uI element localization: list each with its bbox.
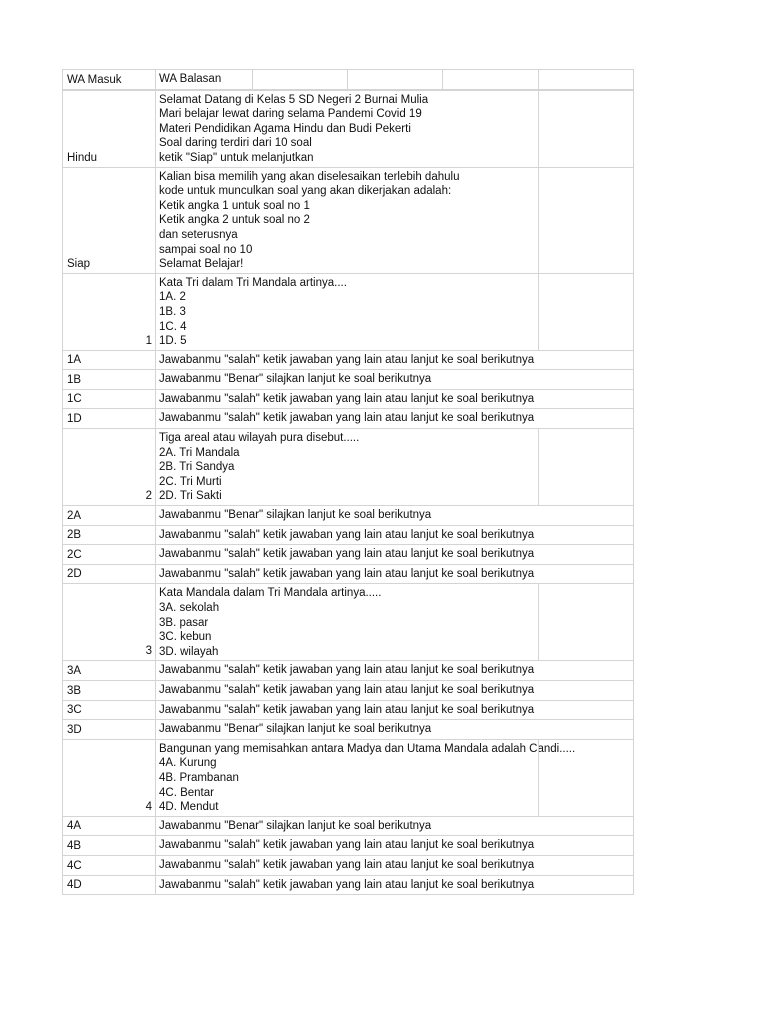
cell-wa-masuk[interactable] — [62, 720, 156, 739]
table-row — [62, 817, 634, 837]
cell-wa-masuk[interactable] — [62, 817, 156, 836]
wa-masuk-value: 3D — [67, 723, 82, 736]
wa-balasan-text: Jawabanmu "Benar" silajkan lanjut ke soal berikutnya — [159, 819, 432, 832]
wa-masuk-value: 2B — [67, 529, 82, 542]
wa-masuk-value: 3A — [67, 664, 82, 677]
wa-balasan-text: Selamat Datang di Kelas 5 SD Negeri 2 Burnai Mulia Mari belajar lewat daring selama Pandemi Covid 19 Materi Pendidikan Agama Hindu dan Budi Pekerti Soal daring terdiri dari 10 soal ketik "Siap" untuk melanjutkan — [159, 93, 429, 164]
table-row — [62, 429, 634, 506]
wa-masuk-value: Hindu — [67, 151, 98, 164]
table-row — [62, 836, 634, 856]
cell-wa-masuk[interactable] — [62, 701, 156, 720]
column-gridline — [538, 274, 539, 350]
cell-wa-masuk[interactable] — [62, 351, 156, 370]
wa-masuk-value: 4B — [67, 839, 82, 852]
wa-balasan-text: Kata Mandala dalam Tri Mandala artinya..... 3A. sekolah 3B. pasar 3C. kebun 3D. wilayah — [159, 587, 382, 658]
wa-masuk-value: 4A — [67, 820, 82, 833]
wa-masuk-value: 4D — [67, 879, 82, 892]
cell-wa-balasan[interactable] — [156, 701, 634, 720]
cell-wa-masuk[interactable] — [62, 506, 156, 525]
cell-wa-masuk[interactable] — [62, 584, 156, 660]
cell-wa-balasan[interactable] — [156, 168, 634, 273]
table-row — [62, 90, 634, 168]
wa-masuk-value: 1C — [67, 393, 82, 406]
table-row — [62, 876, 634, 896]
table-row — [62, 506, 634, 526]
wa-balasan-text: Kalian bisa memilih yang akan diselesaikan terlebih dahulu kode untuk munculkan soal yang akan dikerjakan adalah: Ketik angka 1 untuk soal no 1 Ketik angka 2 untuk soal no 2 dan seterusnya sampai soal no 10 Selamat Belajar! — [159, 170, 460, 271]
cell-wa-masuk[interactable] — [62, 681, 156, 700]
table-row — [62, 409, 634, 429]
table-row — [62, 856, 634, 876]
wa-balasan-text: Tiga areal atau wilayah pura disebut..... 2A. Tri Mandala 2B. Tri Sandya 2C. Tri Murti 2D. Tri Sakti — [159, 432, 360, 503]
cell-wa-balasan[interactable] — [156, 545, 634, 564]
column-gridline — [347, 69, 348, 90]
question-number: 4 — [145, 800, 152, 813]
table-row — [62, 681, 634, 701]
table-row — [62, 351, 634, 371]
question-number: 2 — [145, 490, 152, 503]
wa-balasan-text: Jawabanmu "Benar" silajkan lanjut ke soal berikutnya — [159, 509, 432, 522]
cell-wa-masuk[interactable] — [62, 370, 156, 389]
cell-wa-masuk[interactable] — [62, 836, 156, 855]
wa-balasan-text: Jawabanmu "salah" ketik jawaban yang lain atau lanjut ke soal berikutnya — [159, 703, 535, 716]
header-label-wa-balasan: WA Balasan — [159, 73, 222, 85]
spreadsheet-table — [62, 69, 634, 895]
cell-wa-balasan[interactable] — [156, 506, 634, 525]
wa-balasan-text: Jawabanmu "salah" ketik jawaban yang lain atau lanjut ke soal berikutnya — [159, 878, 535, 891]
cell-wa-balasan[interactable] — [156, 740, 634, 816]
column-gridline — [252, 69, 253, 90]
cell-wa-balasan[interactable] — [156, 565, 634, 584]
wa-masuk-value: 3B — [67, 684, 82, 697]
cell-wa-masuk[interactable] — [62, 429, 156, 505]
table-row — [62, 390, 634, 410]
table-row — [62, 740, 634, 817]
cell-wa-balasan[interactable] — [156, 817, 634, 836]
wa-balasan-text: Jawabanmu "Benar" silajkan lanjut ke soal berikutnya — [159, 373, 432, 386]
wa-balasan-text: Jawabanmu "salah" ketik jawaban yang lain atau lanjut ke soal berikutnya — [159, 858, 535, 871]
wa-balasan-text: Bangunan yang memisahkan antara Madya dan Utama Mandala adalah Candi..... 4A. Kurung 4B. Prambanan 4C. Bentar 4D. Mendut — [159, 742, 576, 814]
cell-wa-balasan[interactable] — [156, 876, 634, 895]
column-gridline — [442, 69, 443, 90]
header-label-wa-masuk: WA Masuk — [67, 73, 122, 86]
column-gridline — [538, 91, 539, 167]
table-row — [62, 701, 634, 721]
cell-wa-balasan[interactable] — [156, 390, 634, 409]
cell-wa-balasan[interactable] — [156, 429, 634, 505]
wa-balasan-text: Jawabanmu "salah" ketik jawaban yang lain atau lanjut ke soal berikutnya — [159, 528, 535, 541]
table-row — [62, 720, 634, 740]
cell-wa-balasan[interactable] — [156, 836, 634, 855]
cell-wa-masuk[interactable] — [62, 661, 156, 680]
table-row — [62, 526, 634, 546]
cell-wa-masuk[interactable] — [62, 91, 156, 167]
table-row — [62, 168, 634, 274]
wa-balasan-text: Jawabanmu "salah" ketik jawaban yang lain atau lanjut ke soal berikutnya — [159, 548, 535, 561]
cell-wa-balasan[interactable] — [156, 856, 634, 875]
wa-balasan-text: Jawabanmu "salah" ketik jawaban yang lain atau lanjut ke soal berikutnya — [159, 353, 535, 366]
wa-masuk-value: 3C — [67, 704, 82, 717]
cell-wa-balasan[interactable] — [156, 681, 634, 700]
cell-wa-masuk[interactable] — [62, 876, 156, 895]
wa-masuk-value: 2A — [67, 509, 82, 522]
table-row — [62, 545, 634, 565]
table-row — [62, 274, 634, 351]
column-gridline — [538, 69, 539, 90]
column-gridline — [538, 584, 539, 660]
wa-balasan-text: Kata Tri dalam Tri Mandala artinya.... 1A. 2 1B. 3 1C. 4 1D. 5 — [159, 276, 347, 348]
wa-balasan-text: Jawabanmu "Benar" silajkan lanjut ke soal berikutnya — [159, 723, 432, 736]
cell-wa-masuk[interactable] — [62, 526, 156, 545]
cell-wa-masuk[interactable] — [62, 274, 156, 350]
cell-wa-balasan[interactable] — [156, 409, 634, 428]
cell-wa-balasan[interactable] — [156, 584, 634, 660]
header-row — [62, 69, 634, 90]
cell-wa-masuk[interactable] — [62, 740, 156, 816]
cell-wa-balasan[interactable] — [156, 661, 634, 680]
column-gridline — [538, 740, 539, 816]
wa-balasan-text: Jawabanmu "salah" ketik jawaban yang lain atau lanjut ke soal berikutnya — [159, 683, 535, 696]
table-row — [62, 565, 634, 585]
table-row — [62, 370, 634, 390]
wa-masuk-value: 1B — [67, 373, 82, 386]
wa-balasan-text: Jawabanmu "salah" ketik jawaban yang lain atau lanjut ke soal berikutnya — [159, 839, 535, 852]
wa-masuk-value: Siap — [67, 257, 91, 270]
cell-wa-masuk[interactable] — [62, 409, 156, 428]
wa-masuk-value: 2C — [67, 548, 82, 561]
table-row — [62, 584, 634, 661]
wa-masuk-value: 1D — [67, 413, 82, 426]
wa-masuk-value: 1A — [67, 354, 82, 367]
wa-balasan-text: Jawabanmu "salah" ketik jawaban yang lain atau lanjut ke soal berikutnya — [159, 392, 535, 405]
cell-wa-balasan[interactable] — [156, 370, 634, 389]
table-row — [62, 661, 634, 681]
cell-wa-balasan[interactable] — [156, 526, 634, 545]
wa-balasan-text: Jawabanmu "salah" ketik jawaban yang lain atau lanjut ke soal berikutnya — [159, 412, 535, 425]
cell-wa-balasan[interactable] — [156, 91, 634, 167]
header-cell-wa-balasan[interactable] — [156, 70, 634, 89]
cell-wa-balasan[interactable] — [156, 720, 634, 739]
wa-balasan-text: Jawabanmu "salah" ketik jawaban yang lain atau lanjut ke soal berikutnya — [159, 567, 535, 580]
cell-wa-masuk[interactable] — [62, 545, 156, 564]
question-number: 3 — [145, 645, 152, 658]
header-cell-wa-masuk[interactable] — [62, 70, 156, 89]
column-gridline — [538, 168, 539, 273]
cell-wa-balasan[interactable] — [156, 274, 634, 350]
table-body — [62, 90, 634, 896]
wa-masuk-value: 4C — [67, 859, 82, 872]
column-gridline — [538, 429, 539, 505]
cell-wa-masuk[interactable] — [62, 565, 156, 584]
cell-wa-masuk[interactable] — [62, 168, 156, 273]
cell-wa-balasan[interactable] — [156, 351, 634, 370]
wa-balasan-text: Jawabanmu "salah" ketik jawaban yang lain atau lanjut ke soal berikutnya — [159, 664, 535, 677]
cell-wa-masuk[interactable] — [62, 390, 156, 409]
wa-masuk-value: 2D — [67, 568, 82, 581]
cell-wa-masuk[interactable] — [62, 856, 156, 875]
question-number: 1 — [145, 334, 152, 347]
